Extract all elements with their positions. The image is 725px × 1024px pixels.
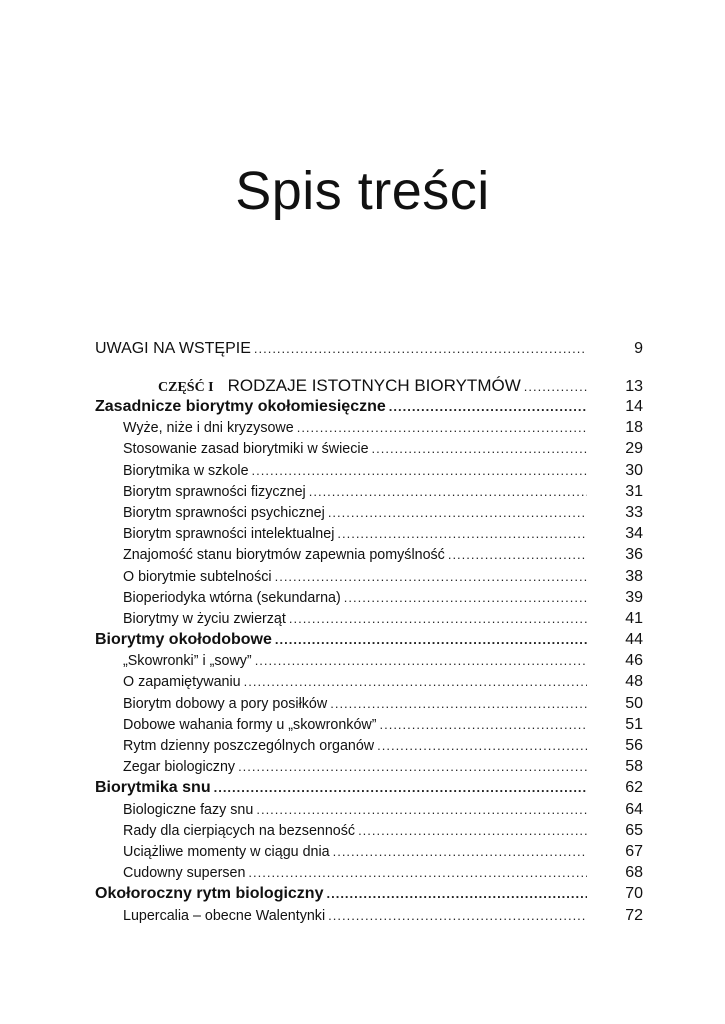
- toc-part-heading[interactable]: [95, 376, 643, 398]
- dot-leader: [309, 484, 587, 499]
- toc-subsection-entry[interactable]: [95, 907, 643, 928]
- dot-leader: [372, 441, 587, 456]
- toc-page-number: 29: [625, 440, 643, 458]
- toc-entry-label: O biorytmie subtelności: [123, 568, 272, 585]
- toc-page-number: 44: [625, 631, 643, 649]
- dot-leader: [377, 738, 587, 753]
- toc-entry-label: Rytm dzienny poszczególnych organów: [123, 738, 375, 754]
- toc-subsection-entry[interactable]: [95, 525, 643, 546]
- toc-subsection-entry[interactable]: [95, 843, 643, 864]
- toc-section-entry[interactable]: [95, 779, 643, 800]
- dot-leader: [275, 569, 587, 584]
- toc-page-number: 36: [625, 546, 643, 564]
- toc-entry-label: „Skowronki” i „sowy”: [123, 653, 252, 670]
- toc-entry-label: Rady dla cierpiących na bezsenność: [123, 822, 356, 839]
- toc-page-number: 56: [625, 737, 643, 754]
- toc-entry-label: Biorytmy w życiu zwierząt: [123, 610, 286, 627]
- toc-entry-label: Biorytm sprawności fizycznej: [123, 483, 306, 500]
- toc-subsection-entry[interactable]: [95, 610, 643, 631]
- toc-subsection-entry[interactable]: [95, 504, 643, 525]
- toc-entry-label: Zasadnicze biorytmy okołomiesięczne: [95, 398, 386, 415]
- toc-part-title: RODZAJE ISTOTNYCH BIORYTMÓW: [227, 376, 521, 395]
- dot-leader: [330, 696, 587, 711]
- dot-leader: [379, 717, 587, 732]
- toc-page-number: 46: [625, 652, 643, 670]
- toc-part-label: [95, 376, 521, 396]
- dot-leader: [524, 379, 587, 394]
- toc-subsection-entry[interactable]: [95, 695, 643, 716]
- toc-subsection-entry[interactable]: [95, 801, 643, 822]
- toc-entry-label: Biorytm sprawności psychicznej: [123, 504, 325, 521]
- toc-page-number: 39: [625, 588, 643, 606]
- toc-subsection-entry[interactable]: [95, 652, 643, 673]
- toc-subsection-entry[interactable]: [95, 822, 643, 843]
- toc-entry-label: Biorytm dobowy a pory posiłków: [123, 695, 328, 712]
- toc-subsection-entry[interactable]: [95, 716, 643, 737]
- toc-entry-label: Uciążliwe momenty w ciągu dnia: [123, 843, 330, 860]
- toc-page-number: 9: [634, 340, 643, 357]
- toc-page-number: 13: [625, 378, 643, 395]
- toc-entry-label: Wyże, niże i dni kryzysowe: [123, 420, 294, 437]
- toc-part-prefix: CZĘŚĆ I: [158, 380, 214, 395]
- dot-leader: [244, 674, 587, 689]
- dot-leader: [255, 653, 587, 668]
- toc-subsection-entry[interactable]: [95, 419, 643, 440]
- toc-entries: [95, 398, 643, 928]
- toc-page-number: 70: [625, 885, 643, 903]
- toc-entry-label: UWAGI NA WSTĘPIE: [95, 340, 251, 357]
- toc-page-number: 30: [625, 461, 643, 479]
- dot-leader: [333, 844, 587, 859]
- toc-page-number: 64: [625, 800, 643, 818]
- toc-entry-label: Okołoroczny rytm biologiczny: [95, 885, 324, 903]
- toc-entry-label: O zapamiętywaniu: [123, 674, 241, 691]
- toc-subsection-entry[interactable]: [95, 440, 643, 461]
- toc-page-number: 51: [625, 715, 643, 733]
- toc-entry-label: Biorytmy okołodobowe: [95, 631, 272, 649]
- table-of-contents: [95, 340, 643, 928]
- toc-entry-label: Biorytmika w szkole: [123, 462, 249, 479]
- toc-page-number: 48: [625, 673, 643, 691]
- toc-section-entry[interactable]: [95, 631, 643, 652]
- dot-leader: [328, 908, 587, 923]
- toc-page-number: 62: [625, 779, 643, 797]
- dot-leader: [252, 463, 587, 478]
- toc-page-number: 68: [625, 864, 643, 882]
- toc-subsection-entry[interactable]: [95, 483, 643, 504]
- dot-leader: [344, 590, 587, 605]
- toc-subsection-entry[interactable]: [95, 546, 643, 567]
- dot-leader: [248, 865, 587, 880]
- toc-page-number: 50: [625, 694, 643, 712]
- dot-leader: [326, 886, 587, 901]
- toc-entry-label: Znajomość stanu biorytmów zapewnia pomyślność: [123, 547, 445, 564]
- dot-leader: [389, 399, 587, 414]
- dot-leader: [328, 505, 587, 520]
- toc-entry-label: Zegar biologiczny: [123, 759, 236, 776]
- toc-entry-label: Bioperiodyka wtórna (sekundarna): [123, 589, 341, 606]
- toc-page-number: 31: [625, 482, 643, 500]
- dot-leader: [289, 611, 587, 626]
- dot-leader: [214, 780, 587, 795]
- dot-leader: [297, 420, 587, 435]
- toc-subsection-entry[interactable]: [95, 758, 643, 779]
- page-title: Spis treści: [235, 161, 490, 221]
- toc-page-number: 33: [625, 503, 643, 521]
- toc-entry-label: Lupercalia – obecne Walentynki: [123, 907, 326, 924]
- toc-entry-label: Biologiczne fazy snu: [123, 801, 254, 818]
- dot-leader: [275, 632, 587, 647]
- toc-entry-intro[interactable]: [95, 340, 643, 364]
- dot-leader: [337, 526, 587, 541]
- toc-subsection-entry[interactable]: [95, 462, 643, 483]
- toc-entry-label: Cudowny supersen: [123, 865, 246, 882]
- toc-entry-label: Biorytmika snu: [95, 779, 211, 797]
- toc-subsection-entry[interactable]: [95, 737, 643, 758]
- dot-leader: [448, 547, 587, 562]
- toc-subsection-entry[interactable]: [95, 864, 643, 885]
- toc-entry-label: Stosowanie zasad biorytmiki w świecie: [123, 441, 369, 458]
- toc-subsection-entry[interactable]: [95, 673, 643, 694]
- toc-page-number: 18: [625, 419, 643, 437]
- dot-leader: [358, 823, 587, 838]
- toc-page-number: 38: [625, 567, 643, 585]
- dot-leader: [256, 802, 587, 817]
- toc-page-number: 65: [625, 821, 643, 839]
- toc-page-number: 14: [625, 398, 643, 415]
- toc-page-number: 41: [625, 609, 643, 627]
- toc-page-number: 34: [625, 525, 643, 543]
- toc-subsection-entry[interactable]: [95, 568, 643, 589]
- toc-page-number: 67: [625, 842, 643, 860]
- toc-section-entry[interactable]: [95, 398, 643, 419]
- toc-subsection-entry[interactable]: [95, 589, 643, 610]
- toc-section-entry[interactable]: [95, 885, 643, 906]
- dot-leader: [238, 759, 587, 774]
- toc-page-number: 58: [625, 758, 643, 776]
- toc-entry-label: Dobowe wahania formy u „skowronków”: [123, 716, 377, 733]
- toc-entry-label: Biorytm sprawności intelektualnej: [123, 526, 335, 543]
- toc-page-number: 72: [625, 906, 643, 924]
- dot-leader: [254, 341, 587, 356]
